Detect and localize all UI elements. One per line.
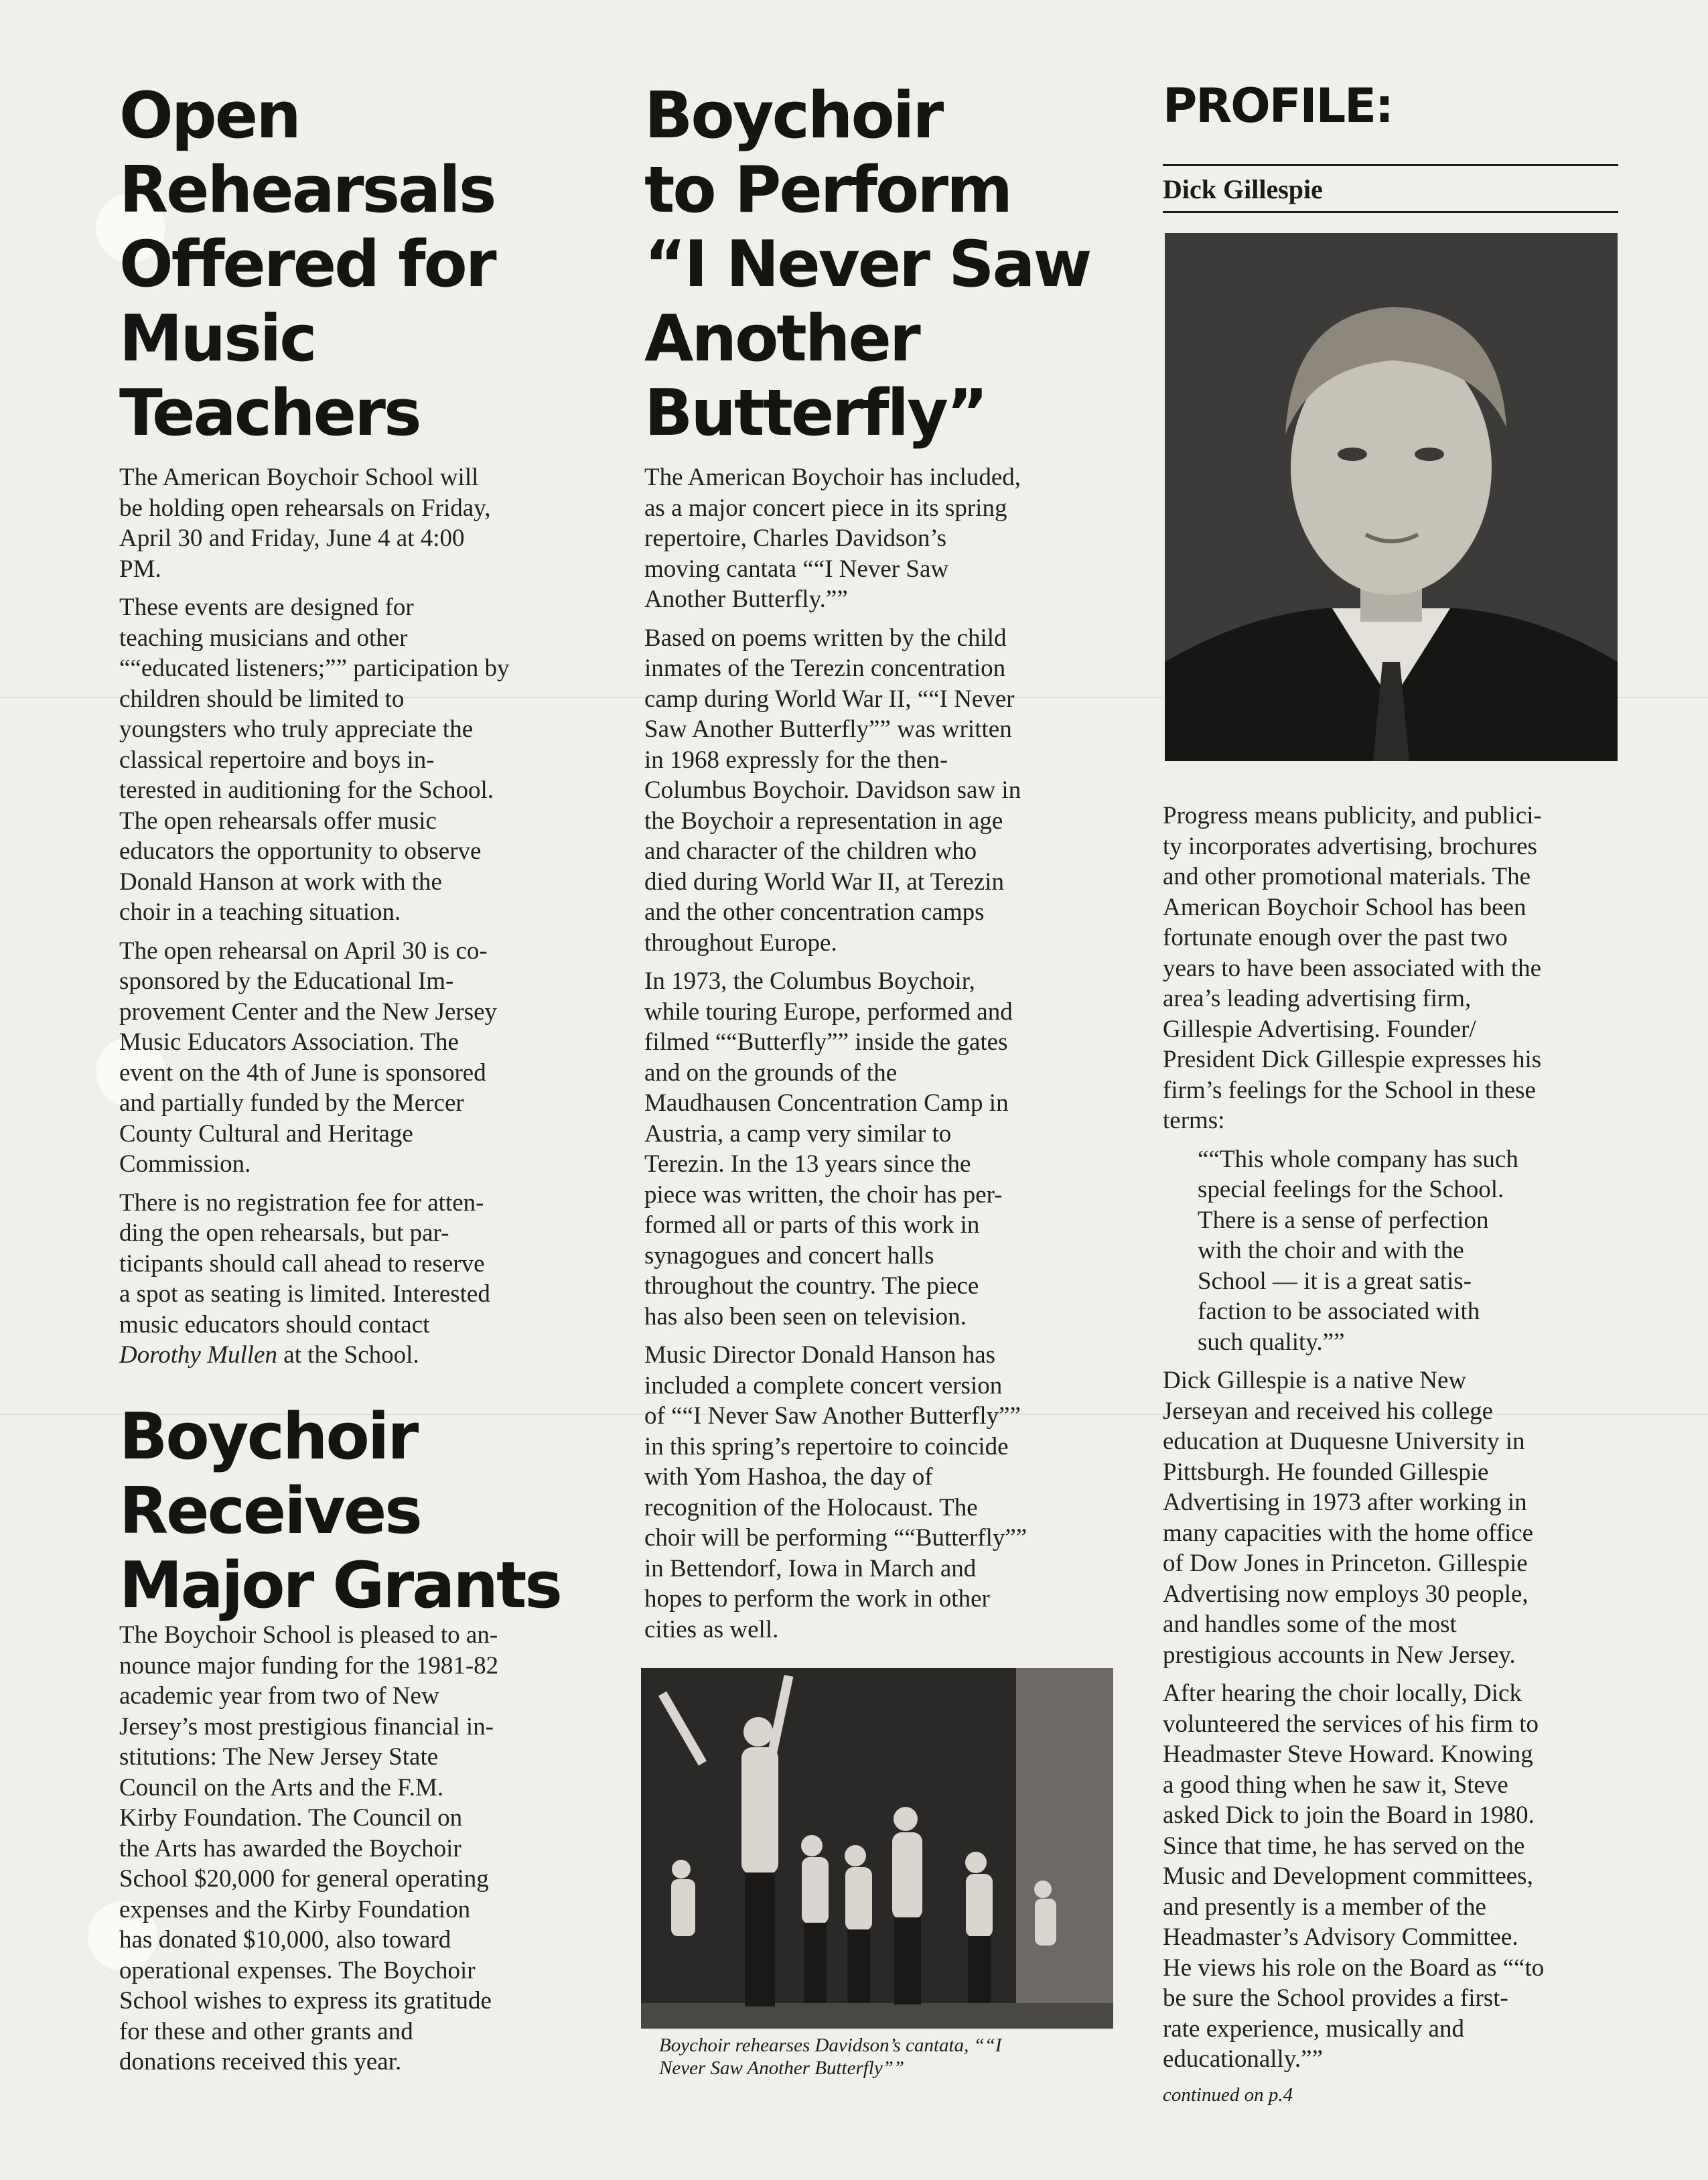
profile-label: PROFILE: [1163, 78, 1393, 133]
paragraph: These events are designed for teaching musicians and other ““educated listeners;”” participation by children should be limited to youngsters who truly appreciate the classical repertoire and boys in- terested in auditioning for the School. The open rehearsals offer music educators the opportunity to observe Donald Hanson at work with the choir in a teaching situation. [119, 594, 510, 926]
paragraph [119, 1188, 601, 1371]
paragraph: In 1973, the Columbus Boychoir, while touring Europe, performed and filmed ““Butterfly”” inside the gates and on the grounds of the Maudhausen Concentration Camp in Austria, a camp very similar to Terezin. In the 13 years since the piece was written, the choir has per- formed all or parts of this work in synagogues and concert halls throughout the country. The piece has also been seen on television. [644, 967, 1013, 1331]
paragraph: The American Boychoir School will be holding open rehearsals on Friday, April 30 and Friday, June 4 at 4:00 PM. [119, 464, 491, 583]
article-open-rehearsals [119, 462, 601, 1379]
article-profile [1163, 801, 1638, 2107]
paragraph: Based on poems written by the child inmates of the Terezin concentration camp during World War II, ““I Never Saw Another Butterfly”” was written in 1968 expressly for the then- Columbus Boychoir. Davidson saw in the Boychoir a representation in age and character of the children who died during World War II, at Terezin and the other concentration camps throughout Europe. [644, 624, 1021, 957]
pull-quote: ““This whole company has such special feelings for the School. There is a sense of perfection with the choir and with the School — it is a great satis- faction to be associated with such quality.”” [1198, 1145, 1518, 1356]
headline-open-rehearsals: Open Rehearsals Offered for Music Teachers [119, 79, 495, 450]
paragraph: Music Director Donald Hanson has included a complete concert version of ““I Never Saw Another Butterfly”” in this spring’s repertoire to coincide with Yom Hashoa, the day of recognition of the Holocaust. The choir will be performing ““Butterfly”” in Bettendorf, Iowa in March and hopes to perform the work in other cities as well. [644, 1341, 1027, 1643]
paragraph: Dick Gillespie is a native New Jerseyan and received his college education at Duquesne University in Pittsburgh. He founded Gillespie Advertising in 1973 after working in many capacities with the home office of Dow Jones in Princeton. Gillespie Advertising now employs 30 people, and handles some of the most prestigious accounts in New Jersey. [1163, 1367, 1534, 1669]
boychoir-photo [641, 1668, 1113, 2029]
divider [1163, 164, 1618, 166]
paragraph: The Boychoir School is pleased to an- nounce major funding for the 1981-82 academic year from two of New Jersey’s most prestigious financial in- stitutions: The New Jersey State Council on the Arts and the F.M. Kirby Foundation. The Council on the Arts has awarded the Boychoir School $20,000 for general operating expenses and the Kirby Foundation has donated $10,000, also toward operational expenses. The Boychoir School wishes to express its gratitude for these and other grants and donations received this year. [119, 1621, 499, 2075]
paragraph: After hearing the choir locally, Dick volunteered the services of his firm to Headmaster Steve Howard. Knowing a good thing when he saw it, Steve asked Dick to join the Board in 1980. Since that time, he has served on the Music and Development committees, and presently is a member of the Headmaster’s Advisory Committee. He views his role on the Board as ““to be sure the School provides a first- rate experience, musically and educationally.”” [1163, 1680, 1545, 2073]
paragraph-text: at the School. [277, 1341, 419, 1369]
paragraph: Progress means publicity, and publici- ty incorporates advertising, brochures and other promotional materials. The American Boychoir School has been fortunate enough over the past two years to have been associated with the area’s leading advertising firm, Gillespie Advertising. Founder/ President Dick Gillespie expresses his firm’s feelings for the School in these terms: [1163, 802, 1542, 1134]
paragraph: The open rehearsal on April 30 is co- sponsored by the Educational Im- provement Center and the New Jersey Music Educators Association. The event on the 4th of June is sponsored and partially funded by the Mercer County Cultural and Heritage Commission. [119, 937, 498, 1178]
paragraph: The American Boychoir has included, as a major concert piece in its spring repertoire, Charles Davidson’s moving cantata ““I Never Saw Another Butterfly.”” [644, 464, 1021, 613]
divider [1163, 211, 1618, 213]
article-major-grants [119, 1620, 601, 2086]
headline-major-grants: Boychoir Receives Major Grants [119, 1400, 561, 1623]
boychoir-figures-image [641, 1668, 1113, 2029]
photo-caption: Boychoir rehearses Davidson’s cantata, ““I Never Saw Another Butterfly”” [659, 2035, 1002, 2079]
article-butterfly [644, 462, 1127, 1653]
portrait-image [1165, 233, 1618, 761]
profile-name: Dick Gillespie [1163, 174, 1323, 204]
contact-name: Dorothy Mullen [119, 1341, 278, 1369]
continued-note: continued on p.4 [1163, 2084, 1293, 2106]
headline-butterfly: Boychoir to Perform “I Never Saw Another Butterfly” [644, 79, 1090, 450]
portrait-photo [1165, 233, 1618, 761]
paragraph-text: There is no registration fee for atten- ding the open rehearsals, but par- ticipants should call ahead to reserve a spot as seating is limited. Interested music educators should contact [119, 1188, 490, 1339]
